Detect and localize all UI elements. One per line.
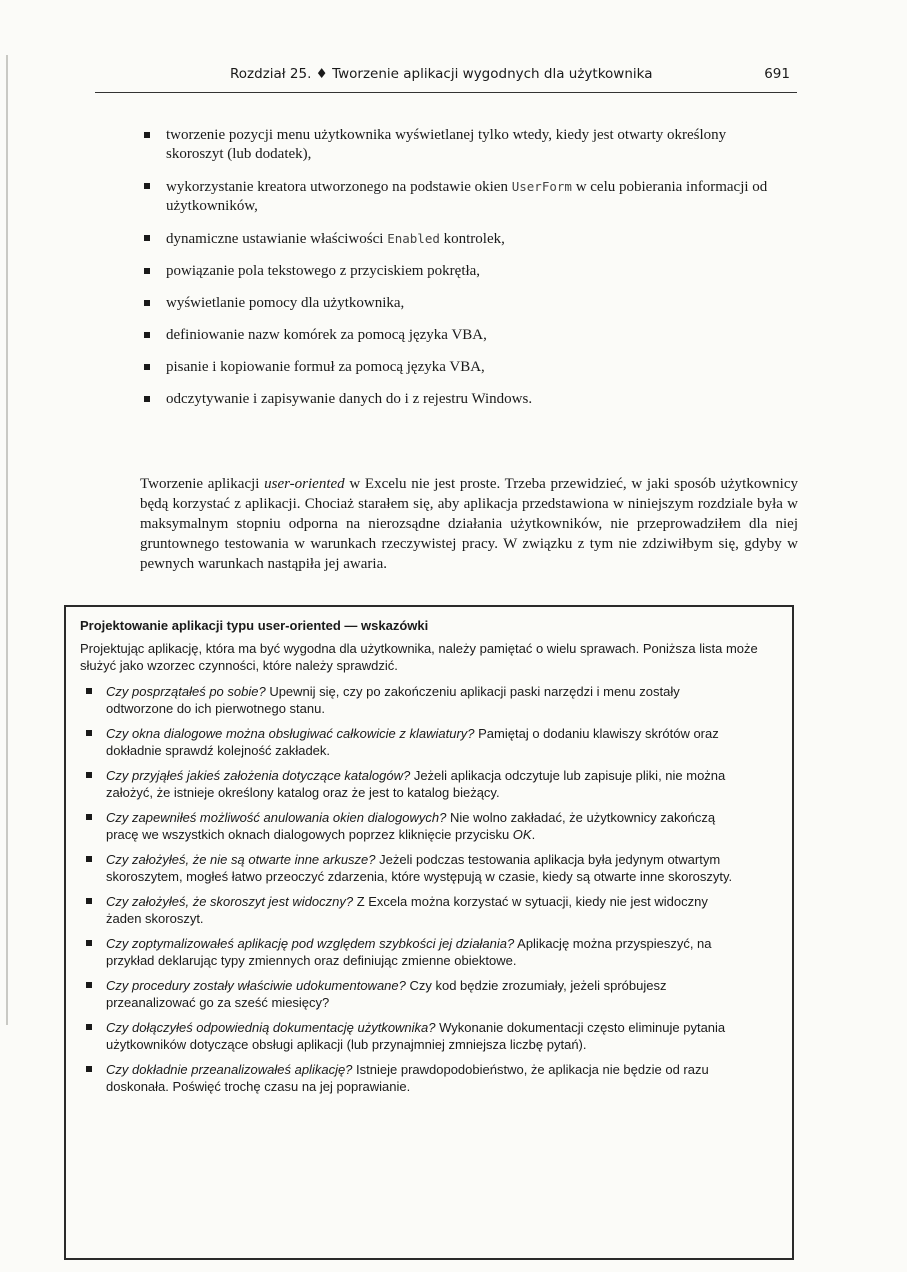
list-item bbox=[140, 262, 780, 281]
tip-answer: Istnieje prawdopodobieństwo, że aplikacja nie będzie od razu doskonała. Poświęć trochę czasu na jej poprawianie. bbox=[106, 1062, 709, 1094]
bullet-square-icon bbox=[86, 730, 92, 736]
tip-item bbox=[84, 725, 734, 759]
tip-answer: Pamiętaj o dodaniu klawiszy skrótów oraz dokładnie sprawdź kolejność zakładek. bbox=[106, 726, 719, 758]
paragraph-italic-term: user-oriented bbox=[264, 476, 345, 492]
tip-answer: Jeżeli podczas testowania aplikacja była jedynym otwartym skoroszytem, mogłeś łatwo przeoczyć zdarzenia, które występują w czasie, kiedy są otwarte inne skoroszyty. bbox=[106, 852, 733, 884]
paragraph-text-end: w Excelu nie jest proste. Trzeba przewidzieć, w jaki sposób użytkownicy będą korzystać z aplikacji. Chociaż starałem się, aby aplikacja przedstawiona w niniejszym rozdziale była w maksymalnym stopniu odporna na nierozsądne działania użytkowników, nie przeprowadziłem dla niej gruntownego testowania w warunkach rzeczywistej pracy. W związku z tym nie zdziwiłbym się, gdyby w pewnych warunkach nastąpiła jej awaria. bbox=[140, 476, 798, 572]
tip-item bbox=[84, 935, 734, 969]
tip-answer: Wykonanie dokumentacji często eliminuje pytania użytkowników dotyczące obsługi aplikacji (lub przynajmniej zmniejsza liczbę pytań). bbox=[106, 1020, 726, 1052]
bullet-square-icon bbox=[86, 982, 92, 988]
list-item-text: dynamiczne ustawianie właściwości bbox=[166, 231, 388, 247]
list-item-text: pisanie i kopiowanie formuł za pomocą języka VBA, bbox=[166, 359, 485, 375]
tip-question: Czy zapewniłeś możliwość anulowania okien dialogowych? bbox=[106, 810, 447, 825]
box-intro: Projektując aplikację, która ma być wygodna dla użytkownika, należy pamiętać o wielu sprawach. Poniższa lista może służyć jako wzorzec czynności, które należy sprawdzić. bbox=[80, 641, 758, 673]
tip-item bbox=[84, 1019, 734, 1053]
bullet-square-icon bbox=[144, 268, 150, 274]
list-item-text: wyświetlanie pomocy dla użytkownika, bbox=[166, 295, 405, 311]
list-item-code: Enabled bbox=[387, 231, 440, 246]
tip-question: Czy okna dialogowe można obsługiwać całkowicie z klawiatury? bbox=[106, 726, 475, 741]
tip-answer: Jeżeli aplikacja odczytuje lub zapisuje pliki, nie można założyć, że istnieje określony katalog oraz że jest to katalog bieżący. bbox=[106, 768, 726, 800]
list-item bbox=[140, 294, 780, 313]
bullet-square-icon bbox=[144, 183, 150, 189]
running-head bbox=[98, 62, 808, 88]
tips-list bbox=[84, 683, 734, 1103]
list-item-text-end: kontrolek, bbox=[439, 231, 505, 247]
tip-item bbox=[84, 977, 734, 1011]
page-number: 691 bbox=[764, 66, 790, 82]
tip-question: Czy założyłeś, że skoroszyt jest widoczny? bbox=[106, 894, 354, 909]
tips-box bbox=[64, 605, 794, 1260]
list-item bbox=[140, 229, 780, 249]
tip-question: Czy dokładnie przeanalizowałeś aplikację? bbox=[106, 1062, 353, 1077]
tip-item bbox=[84, 767, 734, 801]
tip-question: Czy procedury zostały właściwie udokumentowane? bbox=[106, 978, 406, 993]
bullet-square-icon bbox=[144, 132, 150, 138]
bullet-square-icon bbox=[144, 364, 150, 370]
page-edge bbox=[6, 55, 8, 1025]
tip-answer: Aplikację można przyspieszyć, na przykład deklarując typy zmiennych oraz definiując zmienne obiektowe. bbox=[106, 936, 712, 968]
list-item-code: UserForm bbox=[511, 179, 572, 194]
bullet-square-icon bbox=[86, 898, 92, 904]
bullet-square-icon bbox=[86, 688, 92, 694]
list-item-text: tworzenie pozycji menu użytkownika wyświetlanej tylko wtedy, kiedy jest otwarty określony skoroszyt (lub dodatek), bbox=[166, 127, 727, 162]
bullet-square-icon bbox=[86, 772, 92, 778]
bullet-square-icon bbox=[86, 940, 92, 946]
bullet-square-icon bbox=[86, 1066, 92, 1072]
bullet-square-icon bbox=[144, 332, 150, 338]
tip-answer: Nie wolno zakładać, że użytkownicy zakończą pracę we wszystkich oknach dialogowych poprzez kliknięcie przycisku bbox=[106, 810, 716, 842]
box-title: Projektowanie aplikacji typu user-oriented — wskazówki bbox=[80, 618, 429, 633]
bullet-list bbox=[140, 126, 780, 422]
bullet-square-icon bbox=[86, 856, 92, 862]
tip-question: Czy posprzątałeś po sobie? bbox=[106, 684, 266, 699]
chapter-title: Rozdział 25. ♦ Tworzenie aplikacji wygodnych dla użytkownika bbox=[230, 66, 653, 82]
tip-item bbox=[84, 893, 734, 927]
bullet-square-icon bbox=[86, 1024, 92, 1030]
bullet-square-icon bbox=[144, 300, 150, 306]
tip-item bbox=[84, 1061, 734, 1095]
list-item-text: wykorzystanie kreatora utworzonego na podstawie okien bbox=[166, 179, 512, 195]
paragraph-text-start: Tworzenie aplikacji bbox=[140, 476, 265, 492]
tip-question: Czy przyjąłeś jakieś założenia dotyczące katalogów? bbox=[106, 768, 411, 783]
tip-question: Czy dołączyłeś odpowiednią dokumentację użytkownika? bbox=[106, 1020, 436, 1035]
tip-answer-end: . bbox=[531, 827, 536, 842]
list-item bbox=[140, 326, 780, 345]
tip-item bbox=[84, 851, 734, 885]
list-item bbox=[140, 390, 780, 409]
list-item bbox=[140, 358, 780, 377]
bullet-square-icon bbox=[144, 396, 150, 402]
tip-item bbox=[84, 683, 734, 717]
tip-answer: Czy kod będzie zrozumiały, jeżeli spróbujesz przeanalizować go za sześć miesięcy? bbox=[106, 978, 667, 1010]
tip-question: Czy zoptymalizowałeś aplikację pod względem szybkości jej działania? bbox=[106, 936, 515, 951]
body-paragraph bbox=[140, 474, 798, 574]
list-item-text: odczytywanie i zapisywanie danych do i z rejestru Windows. bbox=[166, 391, 533, 407]
tip-italic-term: OK bbox=[512, 827, 532, 842]
tip-answer: Z Excela można korzystać w sytuacji, kiedy nie jest widoczny żaden skoroszyt. bbox=[106, 894, 708, 926]
list-item bbox=[140, 126, 780, 164]
bullet-square-icon bbox=[144, 235, 150, 241]
tip-answer: Upewnij się, czy po zakończeniu aplikacji paski narzędzi i menu zostały odtworzone do ich pierwotnego stanu. bbox=[106, 684, 680, 716]
tip-question: Czy założyłeś, że nie są otwarte inne arkusze? bbox=[106, 852, 376, 867]
header-rule bbox=[95, 92, 797, 93]
list-item-text-end: w celu pobierania informacji od użytkowników, bbox=[166, 179, 768, 214]
tip-item bbox=[84, 809, 734, 843]
list-item-text: definiowanie nazw komórek za pomocą języka VBA, bbox=[166, 327, 487, 343]
list-item-text: powiązanie pola tekstowego z przyciskiem pokrętła, bbox=[166, 263, 481, 279]
bullet-square-icon bbox=[86, 814, 92, 820]
list-item bbox=[140, 177, 780, 216]
